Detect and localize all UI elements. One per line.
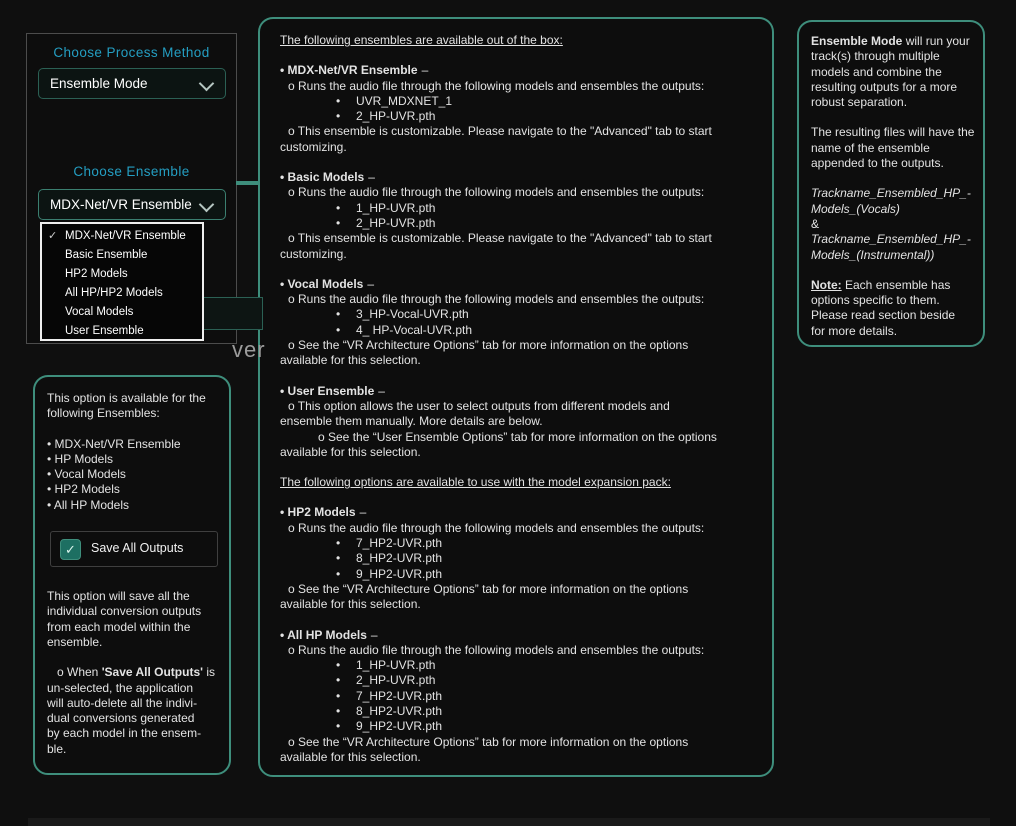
model-item: • 2_HP-UVR.pth	[336, 109, 436, 124]
section-intro: o Runs the audio file through the following models and ensembles the outputs:	[288, 642, 705, 657]
menu-item-basic-ensemble[interactable]	[42, 246, 202, 265]
info-paragraph-1: Ensemble Mode will run your track(s) through multiple models and combine the resulting outputs for a more robust separation.	[811, 34, 970, 110]
save-all-outputs-label: Save All Outputs	[91, 541, 184, 556]
connector-line	[236, 181, 258, 185]
doc-heading-expansion-pack: The following options are available to use with the model expansion pack:	[280, 475, 671, 490]
menu-item-label: Basic Ensemble	[65, 249, 148, 261]
doc-section-vocal-models	[280, 277, 760, 369]
save-desc-1: This option will save all the individual conversion outputs from each model within the ensemble.	[47, 589, 202, 649]
model-item: • 8_HP2-UVR.pth	[336, 703, 443, 718]
model-item: • 1_HP-UVR.pth	[336, 658, 436, 673]
section-intro: o Runs the audio file through the following models and ensembles the outputs:	[288, 78, 705, 93]
model-item: • 7_HP2-UVR.pth	[336, 536, 443, 551]
section-title: • Basic Models –	[280, 170, 375, 185]
info-note: Note: Each ensemble has options specific to them. Please read section beside for more details.	[811, 277, 956, 338]
menu-item-label: User Ensemble	[65, 325, 144, 337]
menu-item-label: MDX-Net/VR Ensemble	[65, 230, 186, 242]
section-outro: o See the “VR Architecture Options” tab for more information on the options available for this selection.	[280, 338, 689, 368]
ampersand: &	[811, 216, 820, 231]
section-outro: o This ensemble is customizable. Please navigate to the "Advanced" tab to start customizing.	[280, 124, 712, 154]
doc-section-basic-models	[280, 170, 760, 262]
model-item: • 9_HP2-UVR.pth	[336, 719, 443, 734]
model-item: • 3_HP-Vocal-UVR.pth	[336, 307, 469, 322]
user-section-line2: o See the “User Ensemble Options” tab for more information on the options available for this selection.	[280, 429, 717, 459]
model-item: • 1_HP-UVR.pth	[336, 200, 436, 215]
info-paragraph-2: The resulting files will have the name of the ensemble appended to the outputs.	[811, 125, 975, 171]
menu-item-vocal-models[interactable]	[42, 303, 202, 322]
menu-item-user-ensemble[interactable]	[42, 322, 202, 341]
doc-heading-out-of-box: The following ensembles are available out of the box:	[280, 33, 563, 47]
doc-section-hp2-models	[280, 505, 760, 612]
info-filenames	[811, 186, 975, 262]
checkmark-icon: ✓	[48, 230, 58, 242]
occluded-text-fragment: ver	[232, 337, 266, 362]
model-item: • 2_HP-UVR.pth	[336, 215, 436, 230]
ensemble-select[interactable]	[38, 189, 226, 220]
menu-item-label: All HP/HP2 Models	[65, 287, 163, 299]
model-item: • UVR_MDXNET_1	[336, 93, 453, 108]
ensembles-doc-panel	[258, 17, 774, 777]
save-desc-2-rest: un-selected, the application will auto-delete all the indivi- dual conversions generated by each model in the ensem- ble.	[47, 680, 202, 756]
section-intro: o Runs the audio file through the following models and ensembles the outputs:	[288, 292, 705, 307]
section-title: • All HP Models –	[280, 627, 378, 642]
menu-item-mdx-net-vr-ensemble[interactable]	[42, 227, 202, 246]
save-desc-2	[47, 665, 219, 757]
ensemble-mode-info-panel	[797, 20, 985, 347]
model-item: • 7_HP2-UVR.pth	[336, 688, 443, 703]
model-item: • 9_HP2-UVR.pth	[336, 566, 443, 581]
section-title: • MDX-Net/VR Ensemble –	[280, 63, 429, 78]
doc-section-mdx-net-vr	[280, 63, 760, 155]
model-item: • 8_HP2-UVR.pth	[336, 551, 443, 566]
bottom-window-edge	[28, 818, 990, 826]
menu-item-label: HP2 Models	[65, 268, 128, 280]
filename-instrumental: Trackname_Ensembled_HP_- Models_(Instrumental))	[811, 232, 971, 262]
ensemble-dropdown-menu	[40, 222, 204, 341]
model-item: • 4_ HP-Vocal-UVR.pth	[336, 322, 473, 337]
section-intro: o Runs the audio file through the following models and ensembles the outputs:	[288, 520, 705, 535]
save-desc-2-line1: o When 'Save All Outputs' is	[57, 665, 215, 680]
user-section-line1: o This option allows the user to select outputs from different models and ensemble them manually. More details are below.	[280, 398, 670, 429]
section-title: • User Ensemble –	[280, 383, 385, 398]
ensemble-label: Choose Ensemble	[73, 164, 190, 179]
doc-section-all-hp-models	[280, 628, 760, 766]
checkbox-checked-icon[interactable]: ✓	[60, 539, 81, 560]
chevron-down-icon	[199, 197, 215, 213]
menu-item-all-hp-hp2-models[interactable]	[42, 284, 202, 303]
section-outro: o See the “VR Architecture Options” tab for more information on the options available for this selection.	[280, 734, 689, 764]
section-outro: o This ensemble is customizable. Please navigate to the "Advanced" tab to start customizing.	[280, 231, 712, 261]
save-panel-intro: This option is available for the following Ensembles:	[47, 391, 206, 421]
section-title: • Vocal Models –	[280, 276, 375, 291]
supported-ensembles-list: • MDX-Net/VR Ensemble • HP Models • Vocal Models • HP2 Models • All HP Models	[47, 436, 181, 512]
section-outro: o See the “VR Architecture Options” tab for more information on the options available for this selection.	[280, 581, 689, 612]
doc-section-user-ensemble	[280, 384, 760, 460]
ensemble-select-value: MDX-Net/VR Ensemble	[50, 197, 192, 212]
menu-item-hp2-models[interactable]	[42, 265, 202, 284]
menu-item-label: Vocal Models	[65, 306, 134, 318]
section-title: • HP2 Models –	[280, 505, 367, 520]
save-all-outputs-checkbox[interactable]	[50, 531, 218, 567]
section-intro: o Runs the audio file through the following models and ensembles the outputs:	[288, 185, 705, 200]
process-method-select[interactable]	[38, 68, 226, 99]
model-item: • 2_HP-UVR.pth	[336, 673, 436, 688]
process-method-label: Choose Process Method	[53, 45, 210, 60]
chevron-down-icon	[199, 76, 215, 92]
filename-vocals: Trackname_Ensembled_HP_- Models_(Vocals)	[811, 186, 971, 216]
process-method-value: Ensemble Mode	[50, 76, 148, 91]
save-outputs-note-panel	[33, 375, 231, 775]
